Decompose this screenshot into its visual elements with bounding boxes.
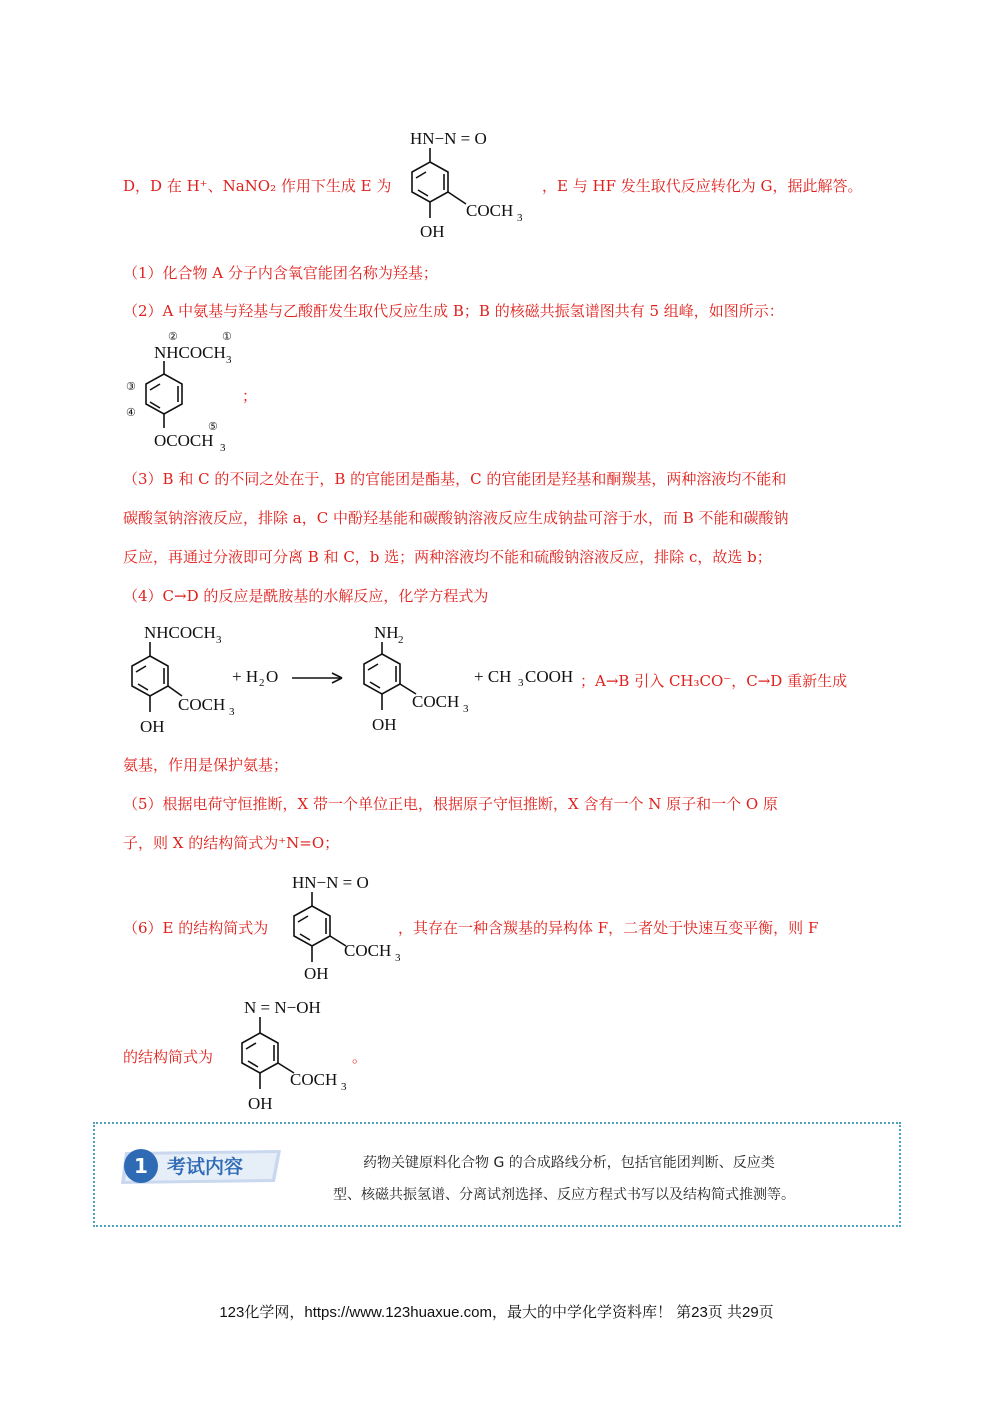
exam-content-box [93, 1122, 901, 1227]
svg-text:HN−N = O: HN−N = O [292, 873, 369, 892]
answer-q5-line1: （5）根据电荷守恒推断，X 带一个单位正电，根据原子守恒推断，X 含有一个 N 原子和一个 O 原 [123, 795, 778, 813]
svg-text:COCH: COCH [290, 1070, 338, 1089]
svg-text:3: 3 [216, 634, 222, 646]
answer-q3-line2: 碳酸氢钠溶液反应，排除 a，C 中酚羟基能和碳酸钠溶液反应生成钠盐可溶于水，而 B 不能和碳酸钠 [123, 509, 789, 527]
svg-text:NH: NH [374, 623, 399, 642]
svg-text:3: 3 [229, 706, 235, 718]
svg-text:OH: OH [420, 222, 445, 241]
svg-text:COCH: COCH [344, 941, 392, 960]
answer-q1: （1）化合物 A 分子内含氧官能团名称为羟基； [123, 264, 438, 282]
svg-text:3: 3 [463, 703, 469, 715]
structure-b [120, 328, 260, 460]
svg-text:①: ① [222, 331, 232, 343]
svg-text:3: 3 [395, 952, 401, 964]
answer-q3-line3: 反应，再通过分液即可分离 B 和 C，b 选；两种溶液均不能和硫酸钠溶液反应，排除 c，故选 b； [123, 548, 772, 566]
svg-text:OH: OH [304, 964, 329, 983]
answer-q4-end: 氨基，作用是保护氨基； [123, 756, 289, 774]
svg-text:N = N−OH: N = N−OH [244, 998, 321, 1017]
svg-text:OH: OH [248, 1094, 273, 1113]
svg-text:OCOCH: OCOCH [154, 431, 214, 450]
e-top-group: HN−N = O [410, 129, 487, 148]
water-reactant: + H [232, 667, 259, 686]
svg-text:NHCOCH: NHCOCH [144, 623, 216, 642]
reaction-equation [120, 618, 600, 743]
answer-text-d-to-e: D，D 在 H⁺、NaNO₂ 作用下生成 E 为 [123, 177, 392, 195]
exam-content-text-1: 药物关键原料化合物 G 的合成路线分析，包括官能团判断、反应类 [363, 1155, 775, 1171]
svg-text:2: 2 [398, 634, 404, 646]
svg-text:3: 3 [341, 1081, 347, 1093]
answer-q4-tail: ；A→B 引入 CH₃CO⁻，C→D 重新生成 [580, 672, 848, 690]
page-footer: 123化学网，https://www.123huaxue.com，最大的中学化学资料库！ 第23页 共29页 [219, 1304, 774, 1321]
structure-f [228, 993, 368, 1115]
structure-e [398, 124, 538, 244]
svg-text:O: O [266, 667, 279, 686]
answer-q3-line1: （3）B 和 C 的不同之处在于，B 的官能团是酯基，C 的官能团是羟基和酮羰基，两种溶液均不能和 [123, 470, 787, 488]
svg-text:⑤: ⑤ [208, 421, 218, 433]
answer-q2-end: ； [242, 387, 258, 405]
badge-number: 1 [134, 1154, 148, 1178]
answer-q6-d: 。 [352, 1048, 368, 1066]
svg-text:OH: OH [372, 715, 397, 734]
exam-content-badge [115, 1146, 283, 1186]
svg-text:④: ④ [126, 407, 136, 419]
svg-text:COCH: COCH [178, 695, 226, 714]
svg-text:COOH: COOH [525, 667, 574, 686]
answer-q5-line2: 子，则 X 的结构简式为⁺N=O； [123, 834, 340, 852]
svg-text:NHCOCH: NHCOCH [154, 343, 226, 362]
answer-text-e-to-g: ，E 与 HF 发生取代反应转化为 G，据此解答。 [542, 177, 863, 195]
answer-q2: （2）A 中氨基与羟基与乙酸酐发生取代反应生成 B；B 的核磁共振氢谱图共有 5 组峰，如图所示： [123, 302, 784, 320]
answer-q4: （4）C→D 的反应是酰胺基的水解反应，化学方程式为 [123, 587, 489, 605]
answer-q6-a: （6）E 的结构简式为 [123, 919, 269, 937]
exam-content-text-2: 型、核磁共振氢谱、分离试剂选择、反应方程式书写以及结构简式推测等。 [333, 1187, 795, 1203]
svg-text:COCH: COCH [412, 692, 460, 711]
svg-text:③: ③ [126, 381, 136, 393]
svg-text:COCH: COCH [466, 201, 514, 220]
svg-text:OH: OH [140, 717, 165, 736]
svg-text:3: 3 [518, 677, 524, 689]
answer-q6-b: ，其存在一种含羰基的异构体 F，二者处于快速互变平衡，则 F [398, 919, 819, 937]
svg-text:3: 3 [517, 212, 523, 224]
svg-text:3: 3 [220, 442, 226, 454]
badge-label: 考试内容 [167, 1156, 244, 1178]
acetic-acid-product: + CH [474, 667, 512, 686]
svg-text:2: 2 [259, 677, 265, 689]
answer-q6-c: 的结构简式为 [123, 1048, 214, 1066]
svg-text:3: 3 [226, 354, 232, 366]
reaction-arrow [292, 673, 342, 683]
svg-text:②: ② [168, 331, 178, 343]
